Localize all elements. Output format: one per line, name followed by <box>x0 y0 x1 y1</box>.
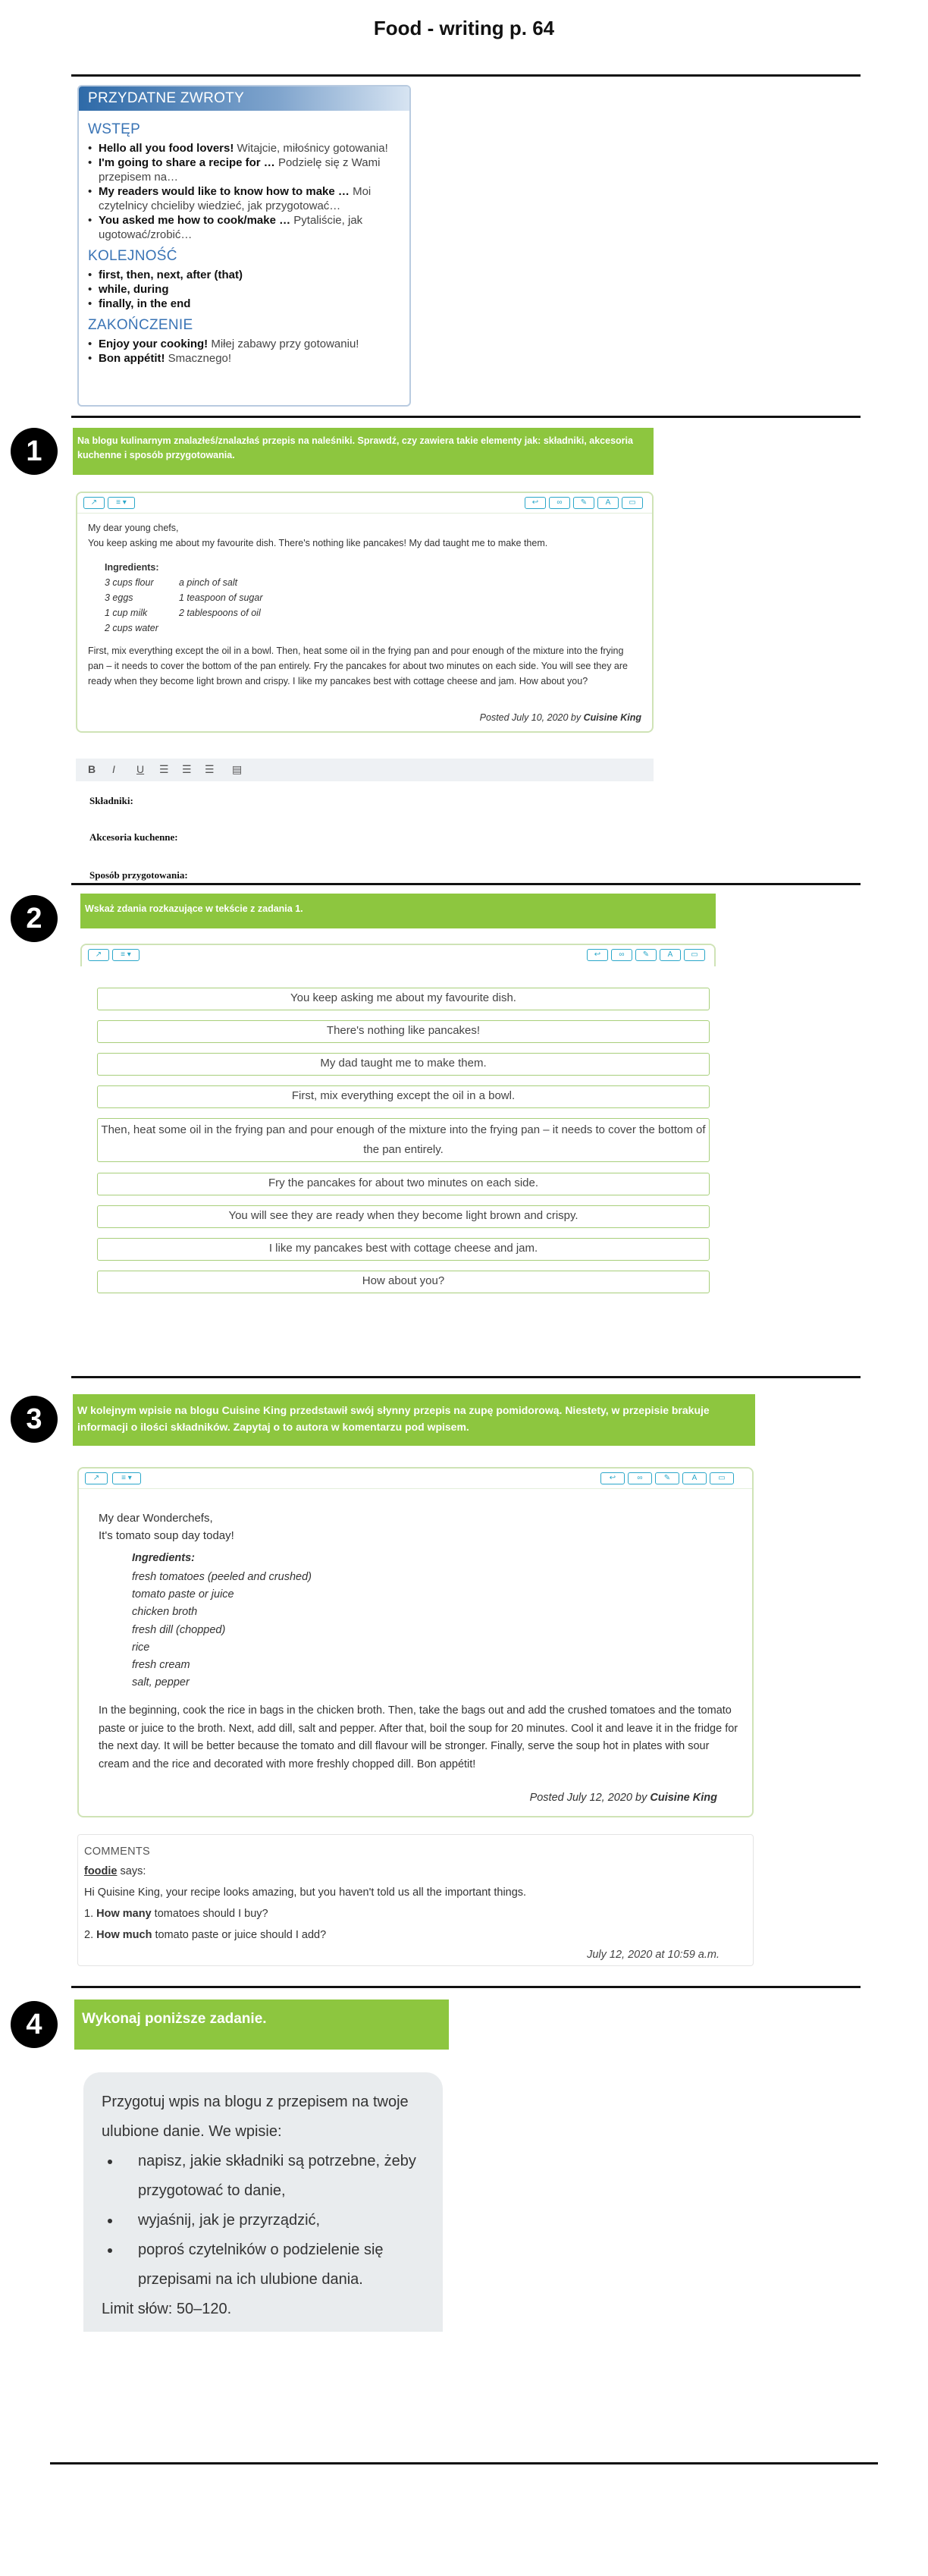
font-icon[interactable]: A <box>682 1472 707 1484</box>
phrase-polish: Podzielę się z Wami przepisem na… <box>99 156 381 184</box>
align-left-icon[interactable]: ☰ <box>159 763 169 775</box>
phrase-english: My readers would like to know how to make … <box>99 185 350 198</box>
blog-toolbar <box>79 1469 752 1489</box>
post-meta <box>480 710 641 725</box>
question-number: 2. <box>84 1929 94 1941</box>
share-icon[interactable]: ↗ <box>85 1472 108 1484</box>
comment-author-line <box>84 1865 146 1877</box>
list-icon[interactable]: ≡ ▾ <box>112 949 140 961</box>
useful-phrases-box <box>77 85 411 407</box>
phrase-item <box>88 268 402 282</box>
ingredient-item: 2 tablespoons of oil <box>179 608 261 618</box>
reply-icon[interactable]: ↩ <box>600 1472 625 1484</box>
answer-label: Składniki: <box>89 795 133 806</box>
ingredient-item: fresh cream <box>132 1659 190 1672</box>
blog-toolbar <box>77 493 652 514</box>
comments-header: COMMENTS <box>84 1846 150 1858</box>
comment-question <box>84 1908 268 1920</box>
ingredient-item: a pinch of salt <box>179 577 238 588</box>
comments-section <box>77 1834 754 1966</box>
divider <box>71 416 861 418</box>
task-number: 1 <box>11 428 58 475</box>
question-rest: tomatoes should I buy? <box>154 1908 268 1920</box>
edit-icon[interactable]: ✎ <box>635 949 657 961</box>
blog-post-card <box>77 1467 754 1817</box>
sentences-toolbar <box>82 945 714 965</box>
phrase-english: while, during <box>99 283 169 296</box>
ingredient-item: fresh dill (chopped) <box>132 1623 226 1636</box>
task4-intro: Przygotuj wpis na blogu z przepisem na twoje ulubione danie. We wpisie: <box>102 2094 409 2140</box>
task4-bullet: • napisz, jakie składniki są potrzebne, żeby przygotować to danie, <box>121 2147 426 2206</box>
phrase-item <box>88 282 402 297</box>
post-author[interactable]: Cuisine King <box>583 712 641 723</box>
window-icon[interactable]: ▭ <box>684 949 705 961</box>
bold-icon[interactable]: B <box>88 763 96 775</box>
phrases-body <box>79 111 409 366</box>
divider <box>71 1986 861 1988</box>
list-icon[interactable]: ≡ ▾ <box>112 1472 141 1484</box>
ingredient-item: chicken broth <box>132 1606 198 1619</box>
answer-label: Akcesoria kuchenne: <box>89 831 178 843</box>
ingredient-item: 3 eggs <box>105 592 133 603</box>
task-number: 2 <box>11 895 58 942</box>
underline-icon[interactable]: U <box>136 763 145 775</box>
phrase-item <box>88 141 402 156</box>
sentence-option[interactable]: You will see they are ready when they become light brown and crispy. <box>97 1205 710 1228</box>
ingredient-item: 1 cup milk <box>105 608 148 618</box>
answer-label: Sposób przygotowania: <box>89 869 188 881</box>
phrase-polish: Pytaliście, jak ugotować/zrobić… <box>99 214 363 241</box>
phrase-english: Enjoy your cooking! <box>99 338 208 350</box>
task3-instruction: W kolejnym wpisie na blogu Cuisine King przedstawił swój słynny przepis na zupę pomidorową. Niestety, w przepisie brakuje informacji o ilości składników. Zapytaj o to autora w komentarzu pod wpisem. <box>73 1394 755 1446</box>
blog-body: In the beginning, cook the rice in bags in the chicken broth. Then, take the bags out and add the crushed tomatoes and the tomato paste or juice to the broth. Next, add dill, salt and pepper. After that, boil the soup for 20 minutes. Cool it and leave it in the fridge for the next day. It will be better because the tomato and dill flavour will be stronger. Finally, serve the soup hot in plates with sour cream and the rice and decorated with more freshly chopped dill. Bon appétit! <box>99 1704 738 1770</box>
phrase-item <box>88 213 402 242</box>
sentence-option[interactable]: Then, heat some oil in the frying pan and pour enough of the mixture into the frying pan – it needs to cover the bottom of the pan entirely. <box>97 1118 710 1162</box>
phrase-english: first, then, next, after (that) <box>99 269 243 281</box>
comment-says: says: <box>120 1865 146 1877</box>
posted-date: Posted July 10, 2020 by <box>479 712 582 723</box>
blog-intro: You keep asking me about my favourite dish. There's nothing like pancakes! My dad taught me to make them. <box>88 538 548 548</box>
phrase-polish: Smacznego! <box>168 352 232 365</box>
question-number: 1. <box>84 1908 94 1920</box>
task-number: 4 <box>11 2001 58 2048</box>
format-toolbar <box>76 759 654 781</box>
share-icon[interactable]: ↗ <box>83 497 105 509</box>
ingredients-list <box>105 575 180 636</box>
window-icon[interactable]: ▭ <box>710 1472 734 1484</box>
sentence-option[interactable]: How about you? <box>97 1271 710 1293</box>
task-number: 3 <box>11 1396 58 1443</box>
ingredients-label: Ingredients: <box>132 1552 195 1564</box>
task4-box <box>83 2072 443 2332</box>
divider <box>71 74 861 77</box>
task2-instruction: Wskaż zdania rozkazujące w tekście z zadania 1. <box>80 894 716 928</box>
phrase-polish: Moi czytelnicy chcieliby wiedzieć, jak przygotować… <box>99 185 372 212</box>
phrase-polish: Witajcie, miłośnicy gotowania! <box>237 142 388 155</box>
ingredient-item: fresh tomatoes (peeled and crushed) <box>132 1571 312 1583</box>
phrase-english: finally, in the end <box>99 297 191 310</box>
sentence-option[interactable]: I like my pancakes best with cottage cheese and jam. <box>97 1238 710 1261</box>
sentence-option[interactable]: There's nothing like pancakes! <box>97 1020 710 1043</box>
sentence-option[interactable]: First, mix everything except the oil in a bowl. <box>97 1085 710 1108</box>
page-title: Food - writing p. 64 <box>373 17 555 39</box>
question-bold: How much <box>96 1929 152 1941</box>
task4-bullet: • wyjaśnij, jak je przyrządzić, <box>121 2206 426 2235</box>
reply-icon[interactable]: ↩ <box>587 949 608 961</box>
reply-icon[interactable]: ↩ <box>525 497 546 509</box>
window-icon[interactable]: ▭ <box>622 497 643 509</box>
divider <box>71 1376 861 1378</box>
align-center-icon[interactable]: ☰ <box>182 763 192 775</box>
divider <box>50 2462 878 2464</box>
ingredient-item: salt, pepper <box>132 1676 190 1689</box>
phrases-section-title: ZAKOŃCZENIE <box>88 317 193 333</box>
ingredient-item: rice <box>132 1641 150 1654</box>
phrase-item <box>88 297 402 311</box>
comment-text: Hi Quisine King, your recipe looks amazing, but you haven't told us all the important things. <box>84 1886 527 1899</box>
blog-greeting: My dear Wonderchefs, <box>99 1512 213 1525</box>
link-icon[interactable]: ∞ <box>628 1472 652 1484</box>
ingredient-item: 3 cups flour <box>105 577 154 588</box>
sentence-option[interactable]: Fry the pancakes for about two minutes on each side. <box>97 1173 710 1195</box>
blog-intro: It's tomato soup day today! <box>99 1529 234 1542</box>
share-icon[interactable]: ↗ <box>88 949 109 961</box>
posted-date: Posted July 12, 2020 by <box>529 1792 647 1804</box>
link-icon[interactable]: ∞ <box>549 497 570 509</box>
list-icon[interactable]: ≡ ▾ <box>108 497 135 509</box>
edit-icon[interactable]: ✎ <box>573 497 594 509</box>
phrase-item <box>88 351 402 366</box>
link-icon[interactable]: ∞ <box>611 949 632 961</box>
blog-body: First, mix everything except the oil in a bowl. Then, heat some oil in the frying pan and pour enough of the mixture into the frying pan – it needs to cover the bottom of the pan entirely. Fry the pancakes for about two minutes on each side. You will see they are ready when they become light brown and crispy. I like my pancakes best with cottage cheese and jam. How about you? <box>88 646 628 686</box>
phrase-english: You asked me how to cook/make … <box>99 214 291 227</box>
edit-icon[interactable]: ✎ <box>655 1472 679 1484</box>
comment-question <box>84 1929 326 1941</box>
phrase-english: I'm going to share a recipe for … <box>99 156 275 169</box>
font-icon[interactable]: A <box>597 497 619 509</box>
question-rest: tomato paste or juice should I add? <box>155 1929 327 1941</box>
post-author[interactable]: Cuisine King <box>650 1792 717 1804</box>
comment-timestamp: July 12, 2020 at 10:59 a.m. <box>587 1949 720 1961</box>
blog-post-card <box>76 492 654 733</box>
blog-greeting: My dear young chefs, <box>88 523 179 533</box>
ingredients-list <box>132 1569 312 1692</box>
phrase-item <box>88 156 402 184</box>
italic-icon[interactable]: I <box>112 763 115 775</box>
sentence-option[interactable]: My dad taught me to make them. <box>97 1053 710 1076</box>
ingredient-item: tomato paste or juice <box>132 1588 234 1601</box>
task4-bullets <box>102 2147 426 2295</box>
sentence-option[interactable]: You keep asking me about my favourite dish. <box>97 988 710 1010</box>
task4-instruction: Wykonaj poniższe zadanie. <box>74 2000 449 2050</box>
question-bold: How many <box>96 1908 152 1920</box>
post-meta <box>530 1792 717 1804</box>
justify-icon[interactable]: ▤ <box>232 763 243 775</box>
divider <box>71 883 861 885</box>
task1-instruction: Na blogu kulinarnym znalazłeś/znalazłaś przepis na naleśniki. Sprawdź, czy zawiera takie elementy jak: składniki, akcesoria kuchenne i sposób przygotowania. <box>73 428 654 475</box>
ingredient-item: 1 teaspoon of sugar <box>179 592 263 603</box>
align-right-icon[interactable]: ☰ <box>205 763 215 775</box>
phrases-section-title: KOLEJNOŚĆ <box>88 248 177 264</box>
task4-bullet: • poproś czytelników o podzielenie się przepisami na ich ulubione dania. <box>121 2235 426 2295</box>
phrases-header: PRZYDATNE ZWROTY <box>79 86 409 111</box>
font-icon[interactable]: A <box>660 949 681 961</box>
phrase-item <box>88 184 402 213</box>
ingredients-label: Ingredients: <box>105 562 159 573</box>
phrase-english: Hello all you food lovers! <box>99 142 234 155</box>
ingredient-item: 2 cups water <box>105 623 158 633</box>
phrases-section-title: WSTĘP <box>88 121 141 137</box>
phrase-item <box>88 337 402 351</box>
ingredients-list <box>179 575 331 620</box>
sentences-toolbar-card <box>80 944 716 966</box>
phrase-english: Bon appétit! <box>99 352 165 365</box>
comment-user[interactable]: foodie <box>84 1865 118 1877</box>
word-limit: Limit słów: 50–120. <box>102 2301 232 2317</box>
phrase-polish: Miłej zabawy przy gotowaniu! <box>211 338 359 350</box>
